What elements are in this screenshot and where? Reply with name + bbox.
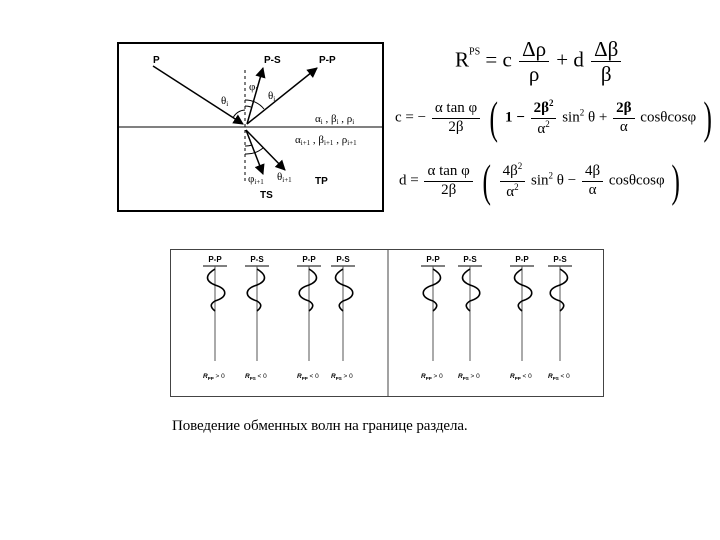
wave-column-label: P-S <box>250 255 264 264</box>
formula-d: d = $\frac{\text{α tan φ}}{2\beta}$ ( $\frac{4\beta^2}{\alpha^2}$ $\sin^2 \theta$ − $\frac{4\beta}{\alpha}$ cosθcosφ ) <box>399 155 681 206</box>
wave-condition: $R_{PS} < 0$ <box>548 373 570 381</box>
wave-column-label: P-P <box>208 255 222 264</box>
formula-rps: $R^{PS} = c$ $\frac{\Delta\rho}{\rho}$ + d $\frac{\Delta\beta}{\beta}$ <box>455 38 623 85</box>
wave-condition: $R_{PS} > 0$ <box>331 373 353 381</box>
angle-label-theta-r: θi <box>268 90 276 103</box>
caption: Поведение обменных волн на границе раздела. <box>172 418 468 434</box>
label-pp: P-P <box>319 55 336 66</box>
label-ts: TS <box>260 190 273 201</box>
upper-layer-params: αi , βi , ρi <box>315 113 355 126</box>
wave-panel <box>170 249 604 397</box>
wave-column-label: P-S <box>463 255 477 264</box>
wave-column-label: P-S <box>336 255 350 264</box>
label-ps: P-S <box>264 55 281 66</box>
lower-layer-params: αi+1 , βi+1 , ρi+1 <box>295 134 357 147</box>
label-tp: TP <box>315 176 328 187</box>
wave-column-label: P-P <box>515 255 529 264</box>
label-p: P <box>153 55 160 66</box>
angle-label-theta-i: θi <box>221 95 229 108</box>
angle-label-theta-t: θi+1 <box>277 171 292 184</box>
wave-panel-frame <box>171 250 604 397</box>
formula-c: c = − $\frac{\text{α tan φ}}{2\beta}$ ( 1 − $\frac{2\beta^2}{\alpha^2}$ $\sin^2 \theta$ + $\frac{2\beta}{\alpha}$ cosθcosφ ) <box>395 92 712 143</box>
wave-condition: $R_{PS} > 0$ <box>458 373 480 381</box>
wave-column-label: P-P <box>302 255 316 264</box>
wave-condition: $R_{PP} > 0$ <box>421 373 443 381</box>
angle-label-phi-t: φi+1 <box>248 173 264 186</box>
wave-condition: $R_{PS} < 0$ <box>245 373 267 381</box>
ray-diagram <box>117 42 384 212</box>
wave-condition: $R_{PP} > 0$ <box>203 373 225 381</box>
wave-condition: $R_{PP} < 0$ <box>297 373 319 381</box>
wave-condition: $R_{PP} < 0$ <box>510 373 532 381</box>
wave-column-label: P-P <box>426 255 440 264</box>
wave-column-label: P-S <box>553 255 567 264</box>
angle-label-phi-i: φi <box>249 81 258 94</box>
